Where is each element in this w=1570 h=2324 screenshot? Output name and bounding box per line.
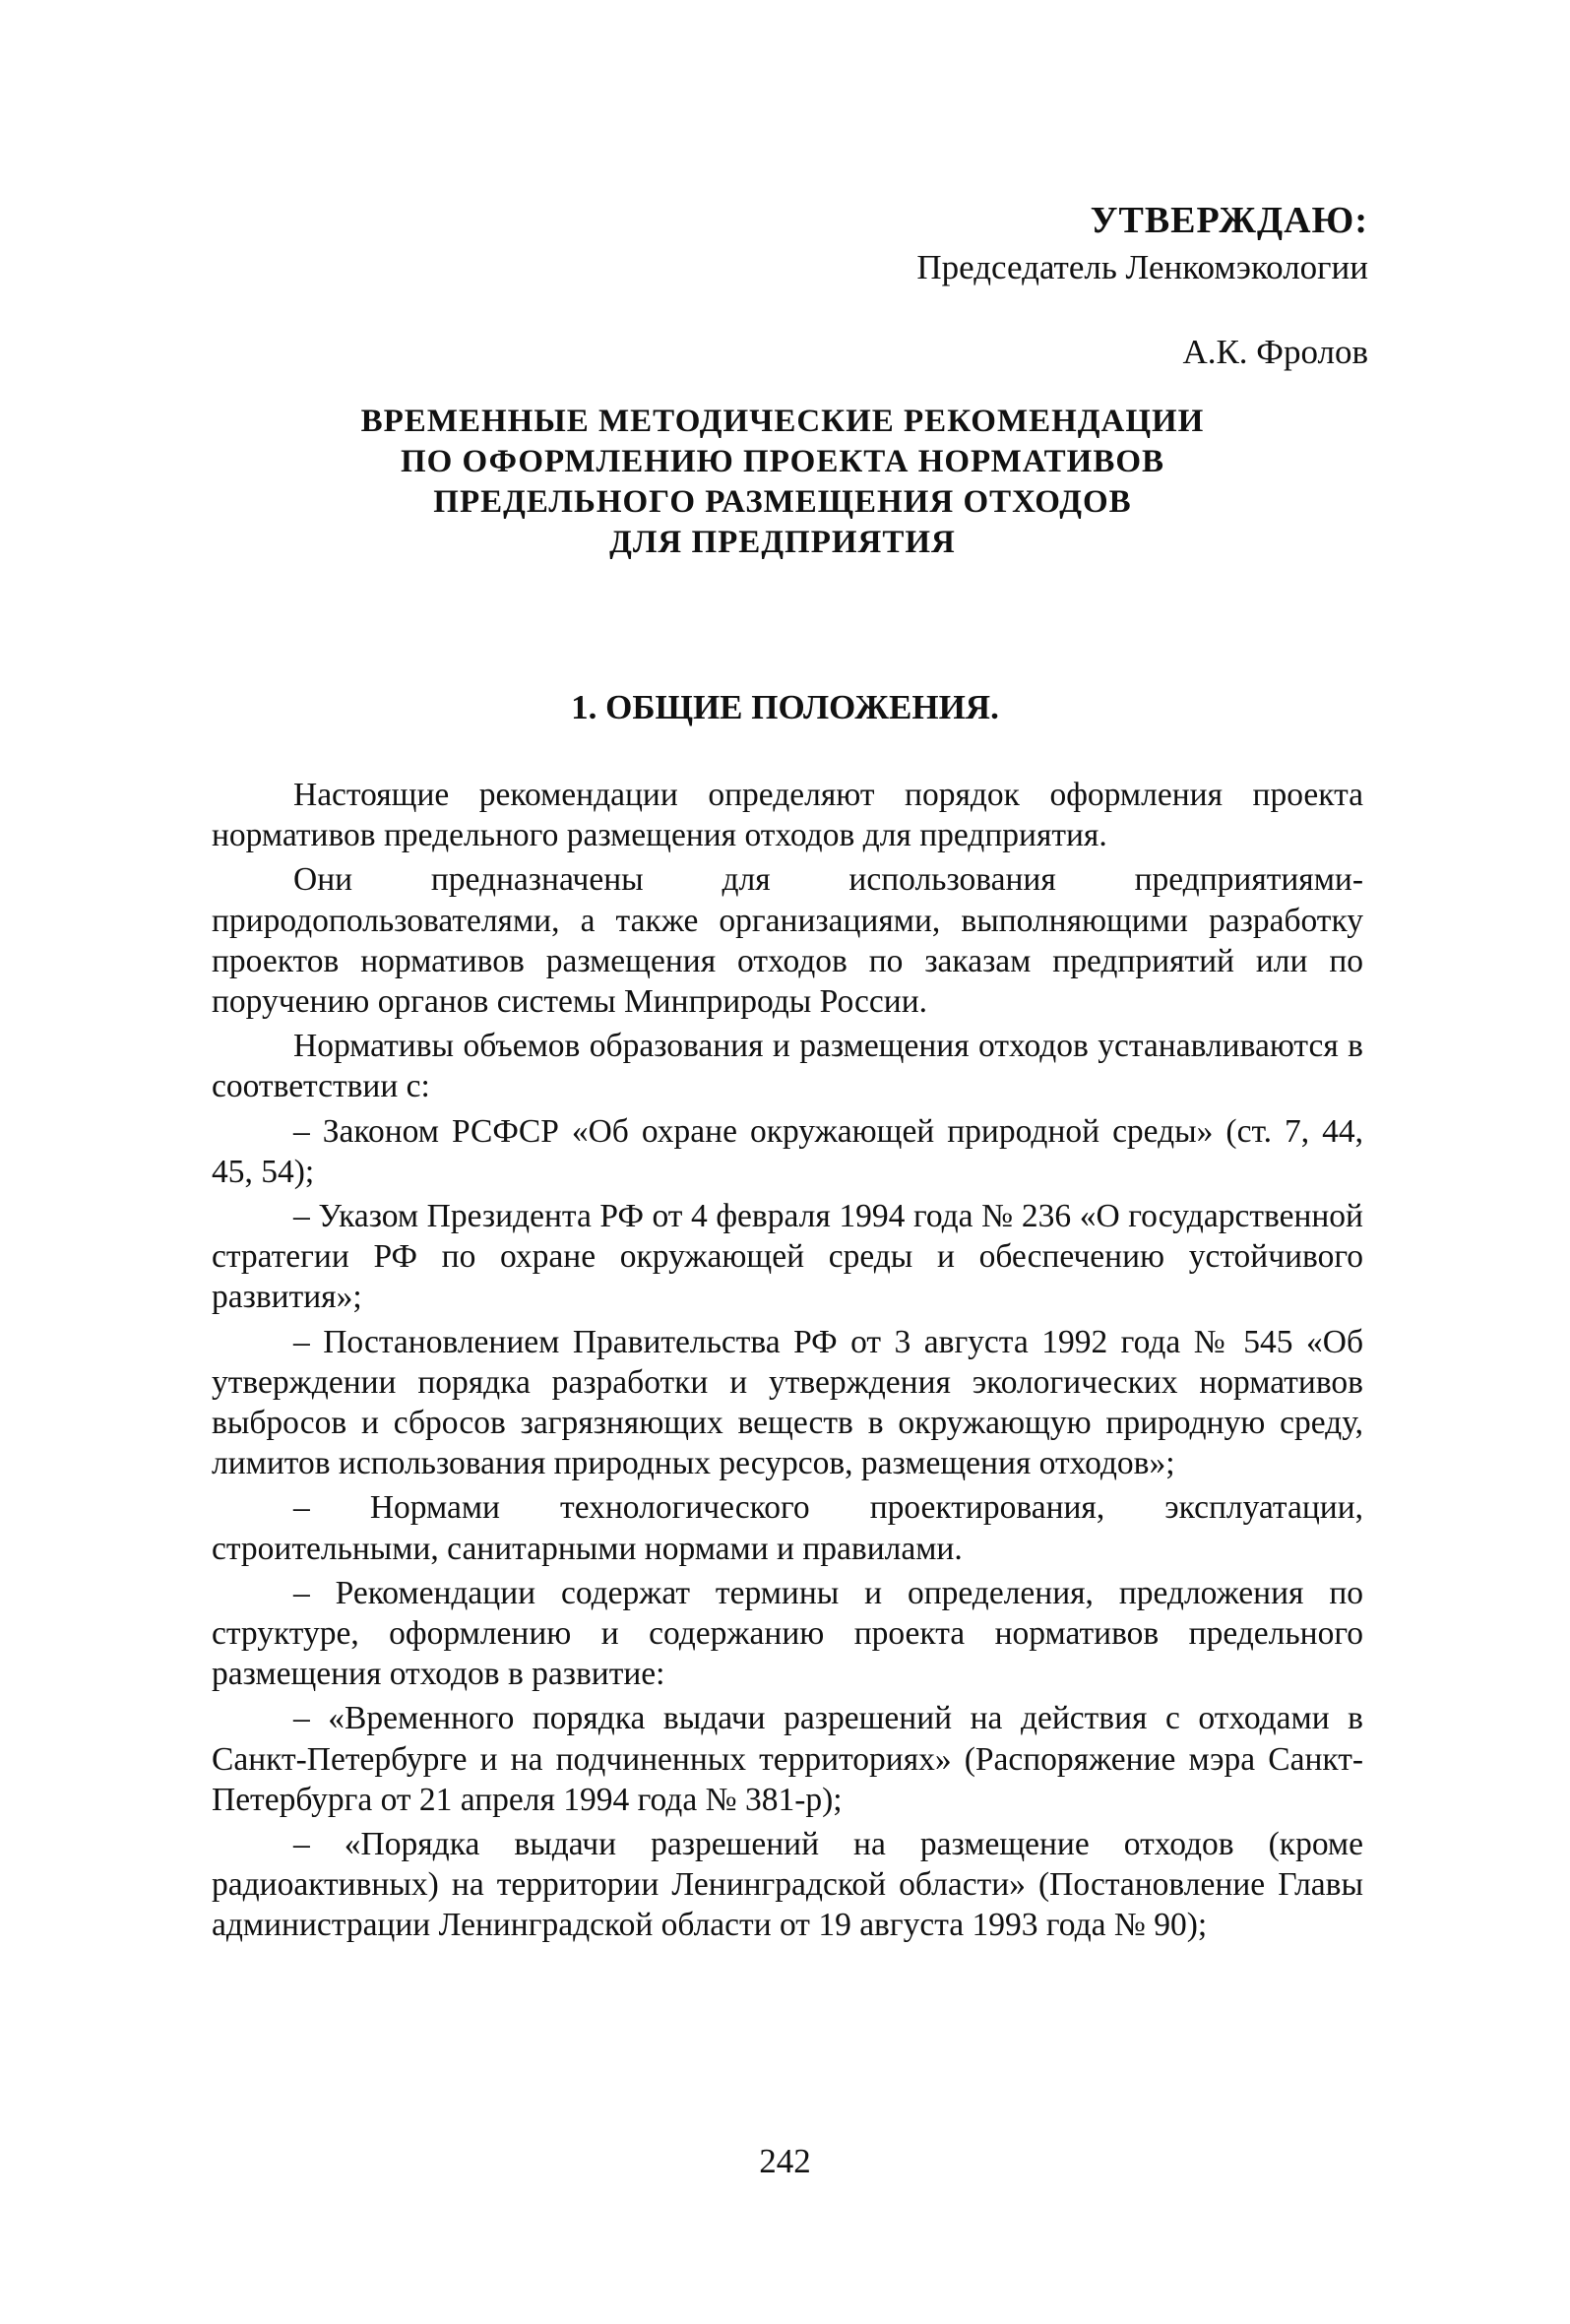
- paragraph: Настоящие рекомендации определяют порядок оформления проекта нормативов предельного размещения отходов для предприятия.: [212, 777, 1363, 854]
- document-title-line: ВРЕМЕННЫЕ МЕТОДИЧЕСКИЕ РЕКОМЕНДАЦИИ: [360, 404, 1205, 439]
- section-heading: 1. ОБЩИЕ ПОЛОЖЕНИЯ.: [571, 688, 999, 726]
- list-item: – Законом РСФСР «Об охране окружающей природной среды» (ст. 7, 44, 45, 54);: [212, 1112, 1363, 1190]
- list-item: – Указом Президента РФ от 4 февраля 1994 года № 236 «О государственной стратегии РФ по охране окружающей среды и обеспечению устойчивого развития»;: [212, 1198, 1363, 1316]
- list-item: – «Порядка выдачи разрешений на размещение отходов (кроме радиоактивных) на территории Ленинградской области» (Постановление Главы администрации Ленинградской области от 19 августа 1993 года № 90);: [212, 1826, 1363, 1944]
- body-text: [212, 775, 1363, 1950]
- list-item: – Постановлением Правительства РФ от 3 августа 1992 года № 545 «Об утверждении порядка разработки и утверждения экологических нормативов выбросов и сбросов загрязняющих веществ в окружающую природную среду, лимитов использования природных ресурсов, размещения отходов»;: [212, 1323, 1363, 1482]
- approval-heading: УТВЕРЖДАЮ:: [1090, 200, 1368, 241]
- document-title-line: ДЛЯ ПРЕДПРИЯТИЯ: [609, 525, 956, 560]
- approval-position: Председатель Ленкомэкологии: [916, 248, 1368, 286]
- paragraph: Они предназначены для использования предприятиями-природопользователями, а также организациями, выполняющими разработку проектов нормативов размещения отходов по заказам предприятий или по поручению органов системы Минприроды России.: [212, 861, 1363, 1021]
- document-title-line: ПРЕДЕЛЬНОГО РАЗМЕЩЕНИЯ ОТХОДОВ: [433, 484, 1132, 520]
- list-item: – Рекомендации содержат термины и определения, предложения по структуре, оформлению и содержанию проекта нормативов предельного размещения отходов в развитие:: [212, 1574, 1363, 1693]
- document-title: [266, 402, 1299, 563]
- list-item: – «Временного порядка выдачи разрешений на действия с отходами в Санкт-Петербурге и на подчиненных территориях» (Распоряжение мэра Санкт-Петербурга от 21 апреля 1994 года № 381-р);: [212, 1700, 1363, 1818]
- paragraph: Нормативы объемов образования и размещения отходов устанавливаются в соответствии с:: [212, 1028, 1363, 1105]
- approval-signer: А.К. Фролов: [1182, 333, 1368, 371]
- list-item: – Нормами технологического проектирования, эксплуатации, строительными, санитарными нормами и правилами.: [212, 1489, 1363, 1567]
- page-number: 242: [759, 2142, 811, 2180]
- approval-block: [916, 197, 1368, 376]
- document-title-line: ПО ОФОРМЛЕНИЮ ПРОЕКТА НОРМАТИВОВ: [400, 444, 1165, 479]
